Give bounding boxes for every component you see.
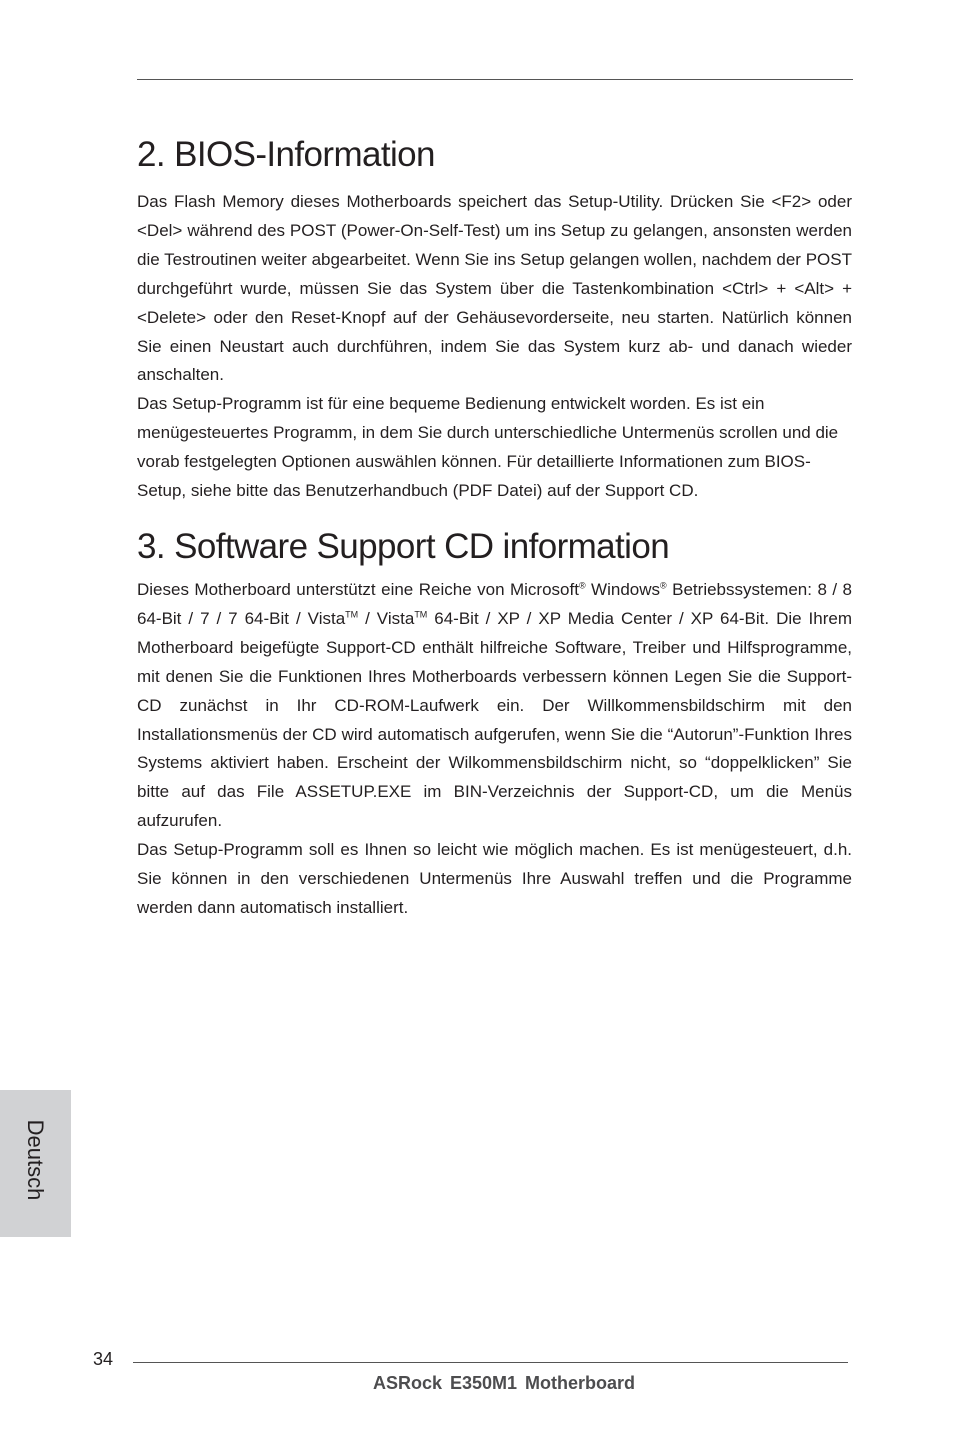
page-content: [137, 134, 852, 923]
trademark-mark: TM: [345, 609, 359, 620]
cd-paragraph-1: [137, 576, 852, 836]
cd-text-part: Dieses Motherboard unterstützt eine Reiche von Microsoft: [137, 579, 579, 599]
cd-paragraph-2: Das Setup-Programm soll es Ihnen so leicht wie möglich machen. Es ist menügesteuert, d.h. Sie können in den verschiedenen Untermenüs Ihre Auswahl treffen und die Programme werden dann automatisch installiert.: [137, 840, 852, 917]
section-heading-bios: 2. BIOS-Information: [137, 135, 435, 174]
cd-text-part: / Vista: [358, 608, 415, 628]
cd-text-part: Windows: [585, 579, 661, 599]
cd-text-part: Betriebssystemen: 8 / 8 64-Bit / 7 / 7 64-Bit / Vista: [137, 579, 853, 628]
bios-paragraph-1: Das Flash Memory dieses Motherboards speichert das Setup-Utility. Drücken Sie <F2> oder <Del> während des POST (Power-On-Self-Test) um ins Setup zu gelangen, ansonsten werden die Testroutinen weiter abgearbeitet. Wenn Sie ins Setup gelangen wollen, nachdem der POST durchgeführt wurde, müssen Sie das System über die Tastenkombination <Ctrl> + <Alt> + <Delete> oder den Reset-Knopf auf der Gehäusevorderseite, neu starten. Natürlich können Sie einen Neustart auch durchführen, indem Sie das System kurz ab- und danach wieder anschalten.: [137, 192, 852, 385]
footer-product-name: ASRock E350M1 Motherboard: [372, 1373, 636, 1393]
trademark-mark: TM: [414, 609, 428, 620]
registered-mark: ®: [578, 580, 586, 591]
top-rule: [137, 79, 853, 80]
language-side-tab-label: Deutsch: [23, 1119, 48, 1201]
bottom-rule: [133, 1362, 848, 1363]
section-heading-cd: 3. Software Support CD information: [137, 526, 670, 566]
registered-mark: ®: [660, 580, 667, 591]
cd-text-part: 64-Bit / XP / XP Media Center / XP 64-Bit. Die Ihrem Motherboard beigefügte Support-CD enthält hilfreiche Software, Treiber und Hilfsprogramme, mit denen Sie die Funktionen Ihres Motherboards verbessern können Legen Sie die Support-CD zunächst in Ihr CD-ROM-Laufwerk ein. Der Willkommensbildschirm mit den Installationsmenüs der CD wird automatisch aufgerufen, wenn Sie die “Autorun”-Funktion Ihres Systems aktiviert haben. Erscheint der Wilkommensbildschirm nicht, so “doppelklicken” Sie bitte auf das File ASSETUP.EXE im BIN-Verzeichnis der Support-CD, um die Menüs aufzurufen.: [137, 608, 853, 831]
page-number: 34: [93, 1349, 114, 1369]
bios-paragraph-2: Das Setup-Programm ist für eine bequeme Bedienung entwickelt worden. Es ist ein menügesteuertes Programm, in dem Sie durch unterschiedliche Untermenüs scrollen und die vorab festgelegten Optionen auswählen können. Für detaillierte Informationen zum BIOS-Setup, siehe bitte das Benutzerhandbuch (PDF Datei) auf der Support CD.: [137, 394, 839, 501]
